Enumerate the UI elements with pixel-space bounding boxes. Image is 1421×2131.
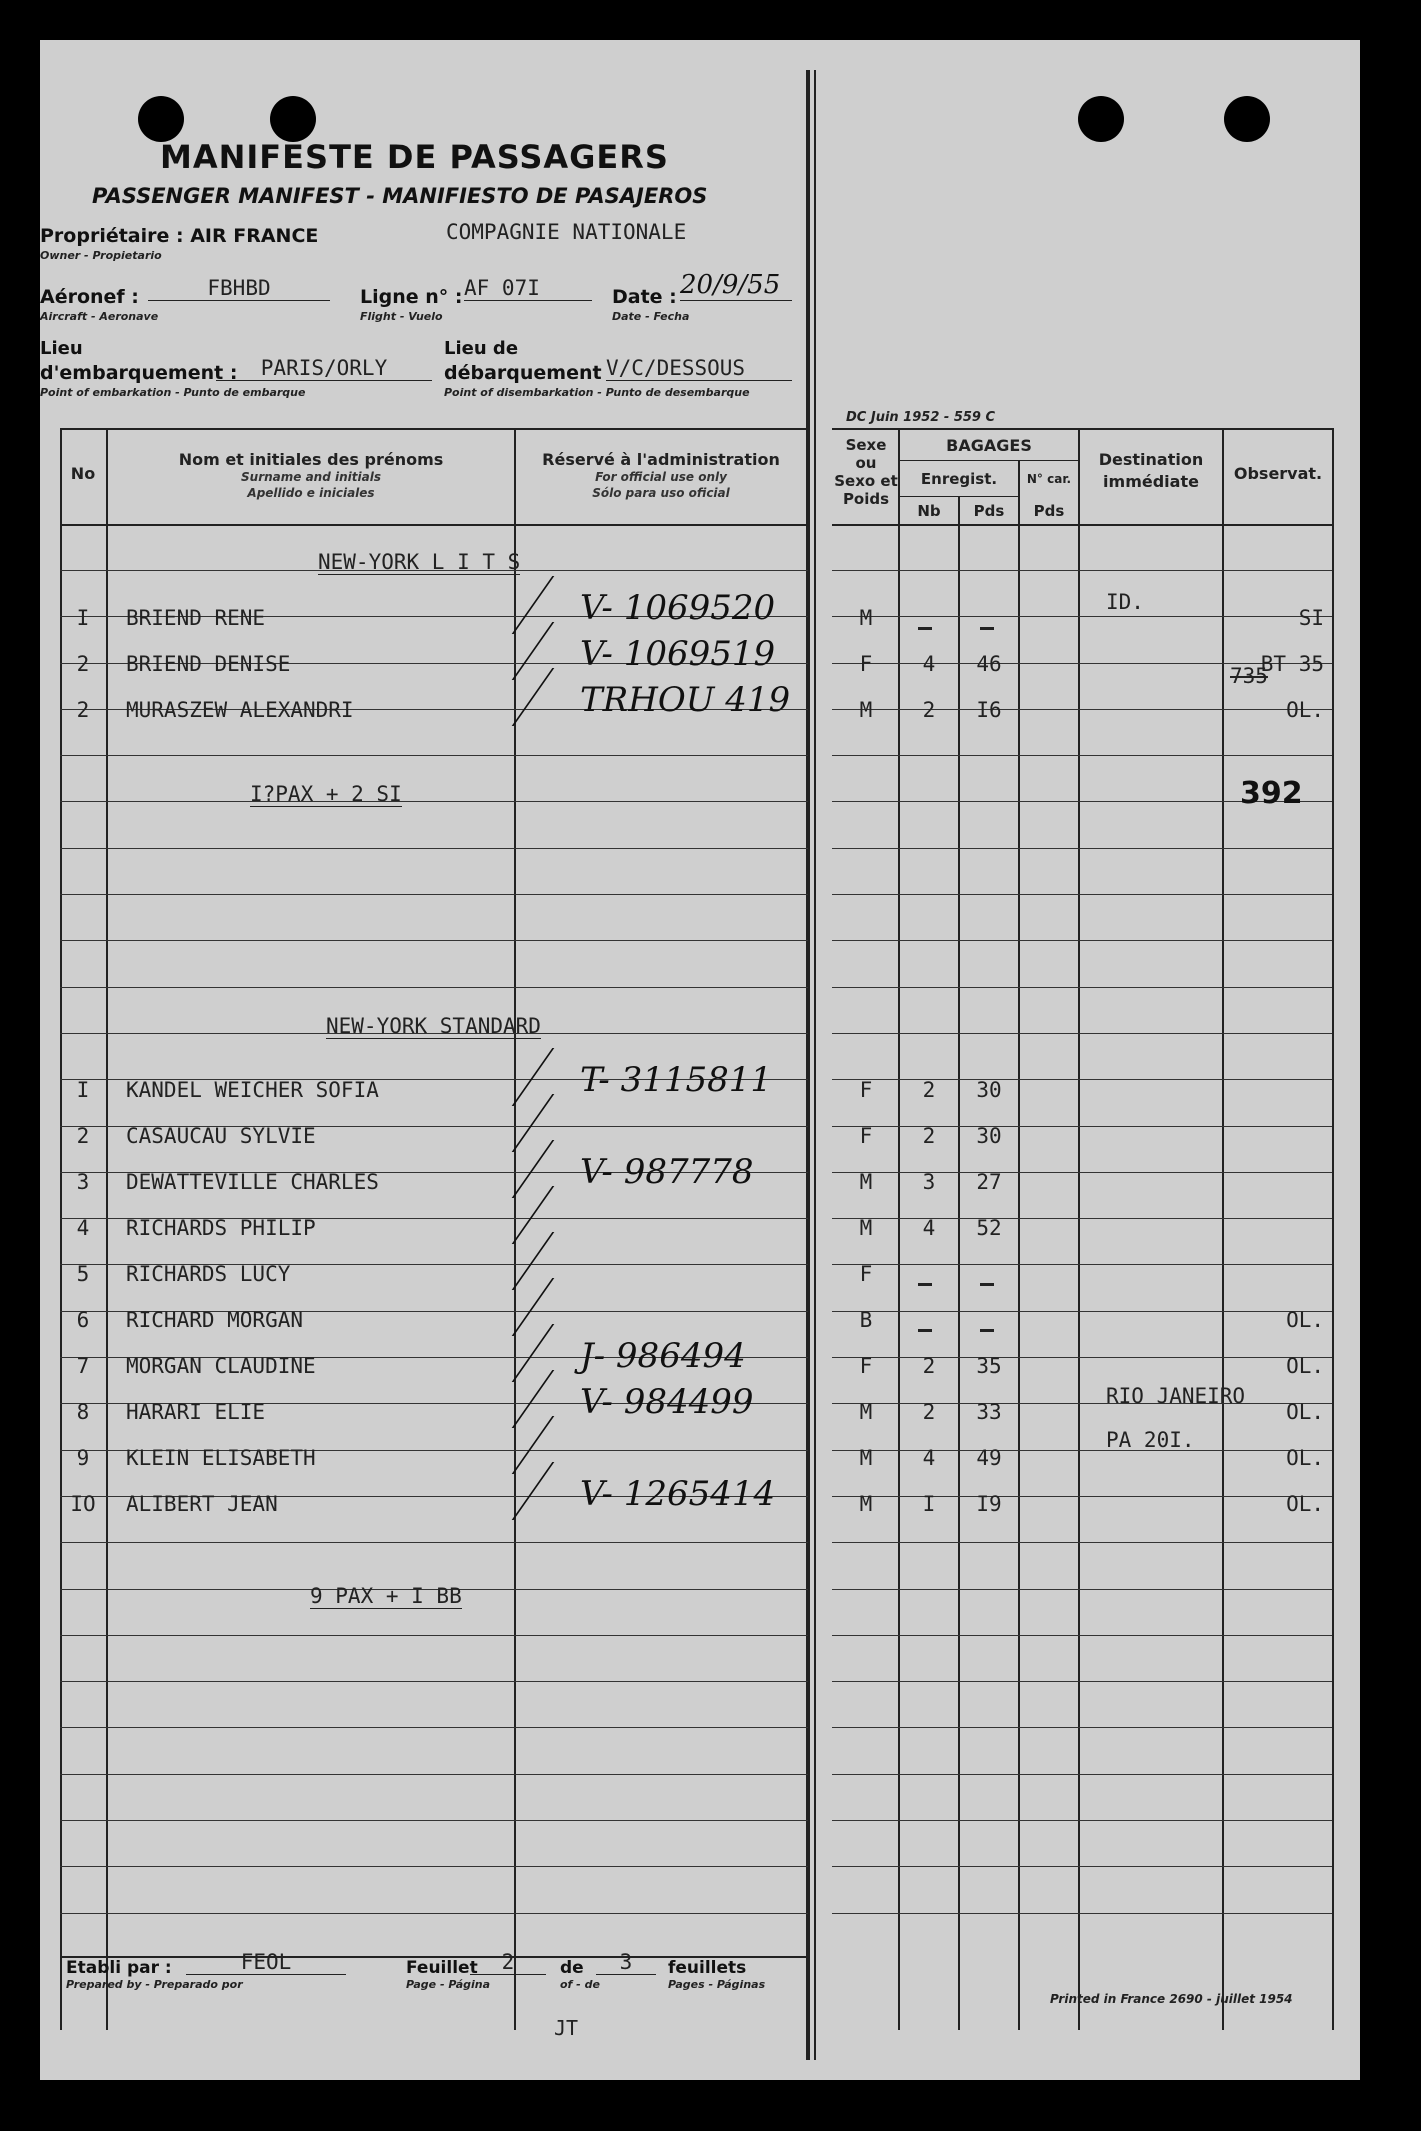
passenger-no: IO — [70, 1492, 96, 1516]
col-sex: Poids — [842, 490, 890, 508]
passenger-name: BRIEND RENE — [126, 606, 266, 630]
row-rule — [60, 894, 808, 895]
sheet-value: 2 — [470, 1950, 546, 1975]
prepared-value: FEOL — [186, 1950, 346, 1975]
row-rule — [60, 848, 808, 849]
row-rule — [832, 1681, 1332, 1682]
col-no: No — [70, 464, 96, 483]
bag-weight: 46 — [976, 652, 1002, 676]
section-title-standard: NEW-YORK STANDARD — [326, 1014, 541, 1038]
date-label: Date : — [612, 286, 677, 308]
bag-count: 4 — [922, 1446, 936, 1470]
bag-count: 2 — [922, 1354, 936, 1378]
col-dest: Destination — [1098, 450, 1204, 469]
punch-hole — [1224, 96, 1270, 142]
observation: OL. — [1286, 1354, 1324, 1378]
row-rule — [832, 1542, 1332, 1543]
row-rule — [832, 848, 1332, 849]
empty-dash — [980, 1274, 994, 1293]
passenger-name: MURASZEW ALEXANDRI — [126, 698, 354, 722]
passenger-name: DEWATTEVILLE CHARLES — [126, 1170, 379, 1194]
passenger-name: RICHARD MORGAN — [126, 1308, 304, 1332]
col-admin-sub: Sólo para uso oficial — [592, 486, 730, 500]
manifest-page — [40, 40, 1360, 2080]
passenger-no: I — [76, 606, 90, 630]
table-top-border — [60, 428, 808, 430]
empty-dash — [918, 1320, 932, 1339]
destination: ID. — [1106, 590, 1144, 614]
official-ref: V- 984499 — [580, 1382, 754, 1422]
passenger-sex: F — [859, 652, 873, 676]
bag-weight: 30 — [976, 1124, 1002, 1148]
punch-hole — [270, 96, 316, 142]
column-divider — [958, 496, 960, 2030]
observation: SI — [1298, 606, 1324, 630]
empty-dash — [980, 1320, 994, 1339]
aircraft-value: FBHBD — [148, 276, 330, 301]
row-rule — [60, 1866, 808, 1867]
row-rule — [832, 1913, 1332, 1914]
embark-sub: Point of embarkation - Punto de embarque — [40, 386, 306, 399]
lits-total-observ: 392 — [1240, 776, 1303, 811]
bag-count: 2 — [922, 1078, 936, 1102]
official-ref: V- 1069520 — [580, 588, 776, 628]
passenger-sex: M — [859, 1492, 873, 1516]
col-name: Nom et initiales des prénoms — [178, 450, 444, 469]
passenger-no: 6 — [76, 1308, 90, 1332]
passenger-sex: F — [859, 1262, 873, 1286]
official-ref: TRHOU 419 — [580, 680, 791, 720]
col-admin: Réservé à l'administration — [542, 450, 780, 469]
row-rule — [832, 1264, 1332, 1265]
bag-weight: 27 — [976, 1170, 1002, 1194]
official-ref: V- 1069519 — [580, 634, 776, 674]
table-header-border — [60, 524, 808, 526]
embark-value: PARIS/ORLY — [216, 356, 432, 381]
punch-hole — [138, 96, 184, 142]
col-ncar: N° car. — [1026, 472, 1072, 486]
disembark-value: V/C/DESSOUS — [606, 356, 792, 381]
passenger-name: HARARI ELIE — [126, 1400, 266, 1424]
form-ref: DC Juin 1952 - 559 C — [846, 410, 996, 425]
row-rule — [832, 894, 1332, 895]
bag-count: 4 — [922, 652, 936, 676]
column-divider — [1018, 460, 1020, 2030]
row-rule — [60, 801, 808, 802]
official-ref: J- 986494 — [580, 1336, 746, 1376]
row-rule — [832, 940, 1332, 941]
owner-label: Propriétaire : AIR FRANCE — [40, 225, 319, 247]
observation: OL. — [1286, 1446, 1324, 1470]
bag-count: 3 — [922, 1170, 936, 1194]
official-ref: T- 3115811 — [580, 1060, 773, 1100]
of-value: 3 — [596, 1950, 656, 1975]
passenger-no: 9 — [76, 1446, 90, 1470]
official-ref: V- 1265414 — [580, 1474, 776, 1514]
bag-count: 2 — [922, 1124, 936, 1148]
bag-count: I — [922, 1492, 936, 1516]
passenger-sex: M — [859, 1400, 873, 1424]
passenger-name: MORGAN CLAUDINE — [126, 1354, 316, 1378]
passenger-no: 3 — [76, 1170, 90, 1194]
passenger-sex: M — [859, 698, 873, 722]
passenger-no: 2 — [76, 698, 90, 722]
row-rule — [832, 1774, 1332, 1775]
of-label: de — [560, 1958, 584, 1978]
bag-weight: 49 — [976, 1446, 1002, 1470]
observation: OL. — [1286, 698, 1324, 722]
table-right-border — [1332, 428, 1334, 2030]
col-dest: immédiate — [1103, 472, 1199, 491]
official-ref: V- 987778 — [580, 1152, 754, 1192]
flight-value: AF 07I — [464, 276, 592, 301]
row-rule — [832, 1635, 1332, 1636]
passenger-sex: M — [859, 606, 873, 630]
disembark-label-2: débarquement — [444, 362, 602, 384]
passenger-name: KANDEL WEICHER SOFIA — [126, 1078, 379, 1102]
flight-sub: Flight - Vuelo — [360, 310, 443, 323]
initials: JT — [554, 2016, 579, 2040]
passenger-sex: F — [859, 1078, 873, 1102]
passenger-sex: F — [859, 1124, 873, 1148]
observation: OL. — [1286, 1308, 1324, 1332]
perforation-line — [806, 70, 810, 2060]
bagages-divider — [898, 460, 1078, 461]
passenger-no: I — [76, 1078, 90, 1102]
table-header-border-right — [832, 524, 1332, 526]
sheet-sub: Page - Página — [406, 1978, 491, 1991]
owner-value: COMPAGNIE NATIONALE — [446, 220, 687, 244]
row-rule — [60, 1542, 808, 1543]
passenger-name: ALIBERT JEAN — [126, 1492, 278, 1516]
document-subtitle: PASSENGER MANIFEST - MANIFIESTO DE PASAJEROS — [92, 184, 708, 208]
perforation-line — [814, 70, 816, 2060]
col-nb: Nb — [917, 502, 941, 520]
harari-dest-line-2: PA 20I. — [1106, 1428, 1195, 1452]
passenger-no: 4 — [76, 1216, 90, 1240]
aircraft-sub: Aircraft - Aeronave — [40, 310, 159, 323]
destination: RIO JANEIRO — [1106, 1384, 1246, 1408]
lits-total: I?PAX + 2 SI — [250, 782, 402, 806]
aircraft-label: Aéronef : — [40, 286, 139, 308]
sheets-sub: Pages - Páginas — [668, 1978, 766, 1991]
row-rule — [832, 1589, 1332, 1590]
prepared-label: Etabli par : — [66, 1958, 172, 1978]
passenger-sex: B — [859, 1308, 873, 1332]
row-rule — [832, 1727, 1332, 1728]
row-rule — [60, 1820, 808, 1821]
date-value: 20/9/55 — [680, 270, 792, 301]
col-observ: Observat. — [1233, 464, 1323, 483]
col-name-sub: Surname and initials — [241, 470, 381, 484]
row-rule — [60, 1913, 808, 1914]
printer-line: Printed in France 2690 - juillet 1954 — [1050, 1992, 1293, 2006]
passenger-name: BRIEND DENISE — [126, 652, 291, 676]
col-sex: Sexo et — [834, 472, 898, 490]
disembark-sub: Point of disembarkation - Punto de desembarque — [444, 386, 750, 399]
bag-weight: I6 — [976, 698, 1002, 722]
bag-count: 2 — [922, 698, 936, 722]
col-name-sub: Apellido e iniciales — [247, 486, 375, 500]
of-sub: of - de — [560, 1978, 600, 1991]
passenger-name: KLEIN ELISABETH — [126, 1446, 316, 1470]
bag-weight: I9 — [976, 1492, 1002, 1516]
passenger-sex: F — [859, 1354, 873, 1378]
col-sex: Sexe — [845, 436, 887, 454]
row-rule — [60, 1635, 808, 1636]
passenger-no: 2 — [76, 1124, 90, 1148]
punch-hole — [1078, 96, 1124, 142]
embark-label-2: d'embarquement : — [40, 362, 238, 384]
row-rule — [832, 1033, 1332, 1034]
bag-weight: 52 — [976, 1216, 1002, 1240]
row-rule — [832, 755, 1332, 756]
row-rule — [60, 755, 808, 756]
col-bagages: BAGAGES — [946, 436, 1032, 455]
observation: OL. — [1286, 1492, 1324, 1516]
col-admin-sub: For official use only — [595, 470, 727, 484]
bag-count: 4 — [922, 1216, 936, 1240]
passenger-name: RICHARDS PHILIP — [126, 1216, 316, 1240]
row-rule — [832, 1820, 1332, 1821]
empty-dash — [980, 618, 994, 637]
sheets-label: feuillets — [668, 1958, 747, 1978]
passenger-sex: M — [859, 1446, 873, 1470]
table-top-border-right — [832, 428, 1332, 430]
empty-dash — [918, 1274, 932, 1293]
row-rule — [832, 570, 1332, 571]
passenger-name: CASAUCAU SYLVIE — [126, 1124, 316, 1148]
row-rule — [60, 987, 808, 988]
passenger-no: 2 — [76, 652, 90, 676]
column-divider — [1078, 428, 1080, 2030]
passenger-name: RICHARDS LUCY — [126, 1262, 291, 1286]
prepared-sub: Prepared by - Preparado por — [66, 1978, 243, 1991]
row-rule — [60, 1681, 808, 1682]
observation: OL. — [1286, 1400, 1324, 1424]
row-rule — [60, 940, 808, 941]
bag-weight: 35 — [976, 1354, 1002, 1378]
embark-label-1: Lieu — [40, 338, 83, 359]
standard-total: 9 PAX + I BB — [310, 1584, 462, 1608]
date-sub: Date - Fecha — [612, 310, 690, 323]
bag-weight: 30 — [976, 1078, 1002, 1102]
bag-weight: 33 — [976, 1400, 1002, 1424]
column-divider — [106, 428, 108, 2030]
passenger-sex: M — [859, 1170, 873, 1194]
bag-count: 2 — [922, 1400, 936, 1424]
row-rule — [832, 987, 1332, 988]
row-rule — [60, 1727, 808, 1728]
row-rule — [832, 1866, 1332, 1867]
disembark-label-1: Lieu de — [444, 338, 519, 359]
sheet-label: Feuillet — [406, 1958, 478, 1978]
col-enreg: Enregist. — [920, 470, 998, 488]
owner-sub: Owner - Propietario — [40, 249, 162, 262]
col-sex: ou — [855, 454, 877, 472]
observation: BT 35 — [1260, 652, 1324, 676]
row-rule — [60, 1774, 808, 1775]
col-pds: Pds — [973, 502, 1005, 520]
struck-obs: 735 — [1230, 664, 1268, 688]
flight-label: Ligne n° : — [360, 286, 463, 308]
empty-dash — [918, 618, 932, 637]
passenger-sex: M — [859, 1216, 873, 1240]
document-title: MANIFESTE DE PASSAGERS — [160, 138, 669, 176]
section-title-lits: NEW-YORK L I T S — [318, 550, 521, 574]
col-pds2: Pds — [1033, 502, 1065, 520]
passenger-no: 7 — [76, 1354, 90, 1378]
passenger-no: 5 — [76, 1262, 90, 1286]
passenger-no: 8 — [76, 1400, 90, 1424]
